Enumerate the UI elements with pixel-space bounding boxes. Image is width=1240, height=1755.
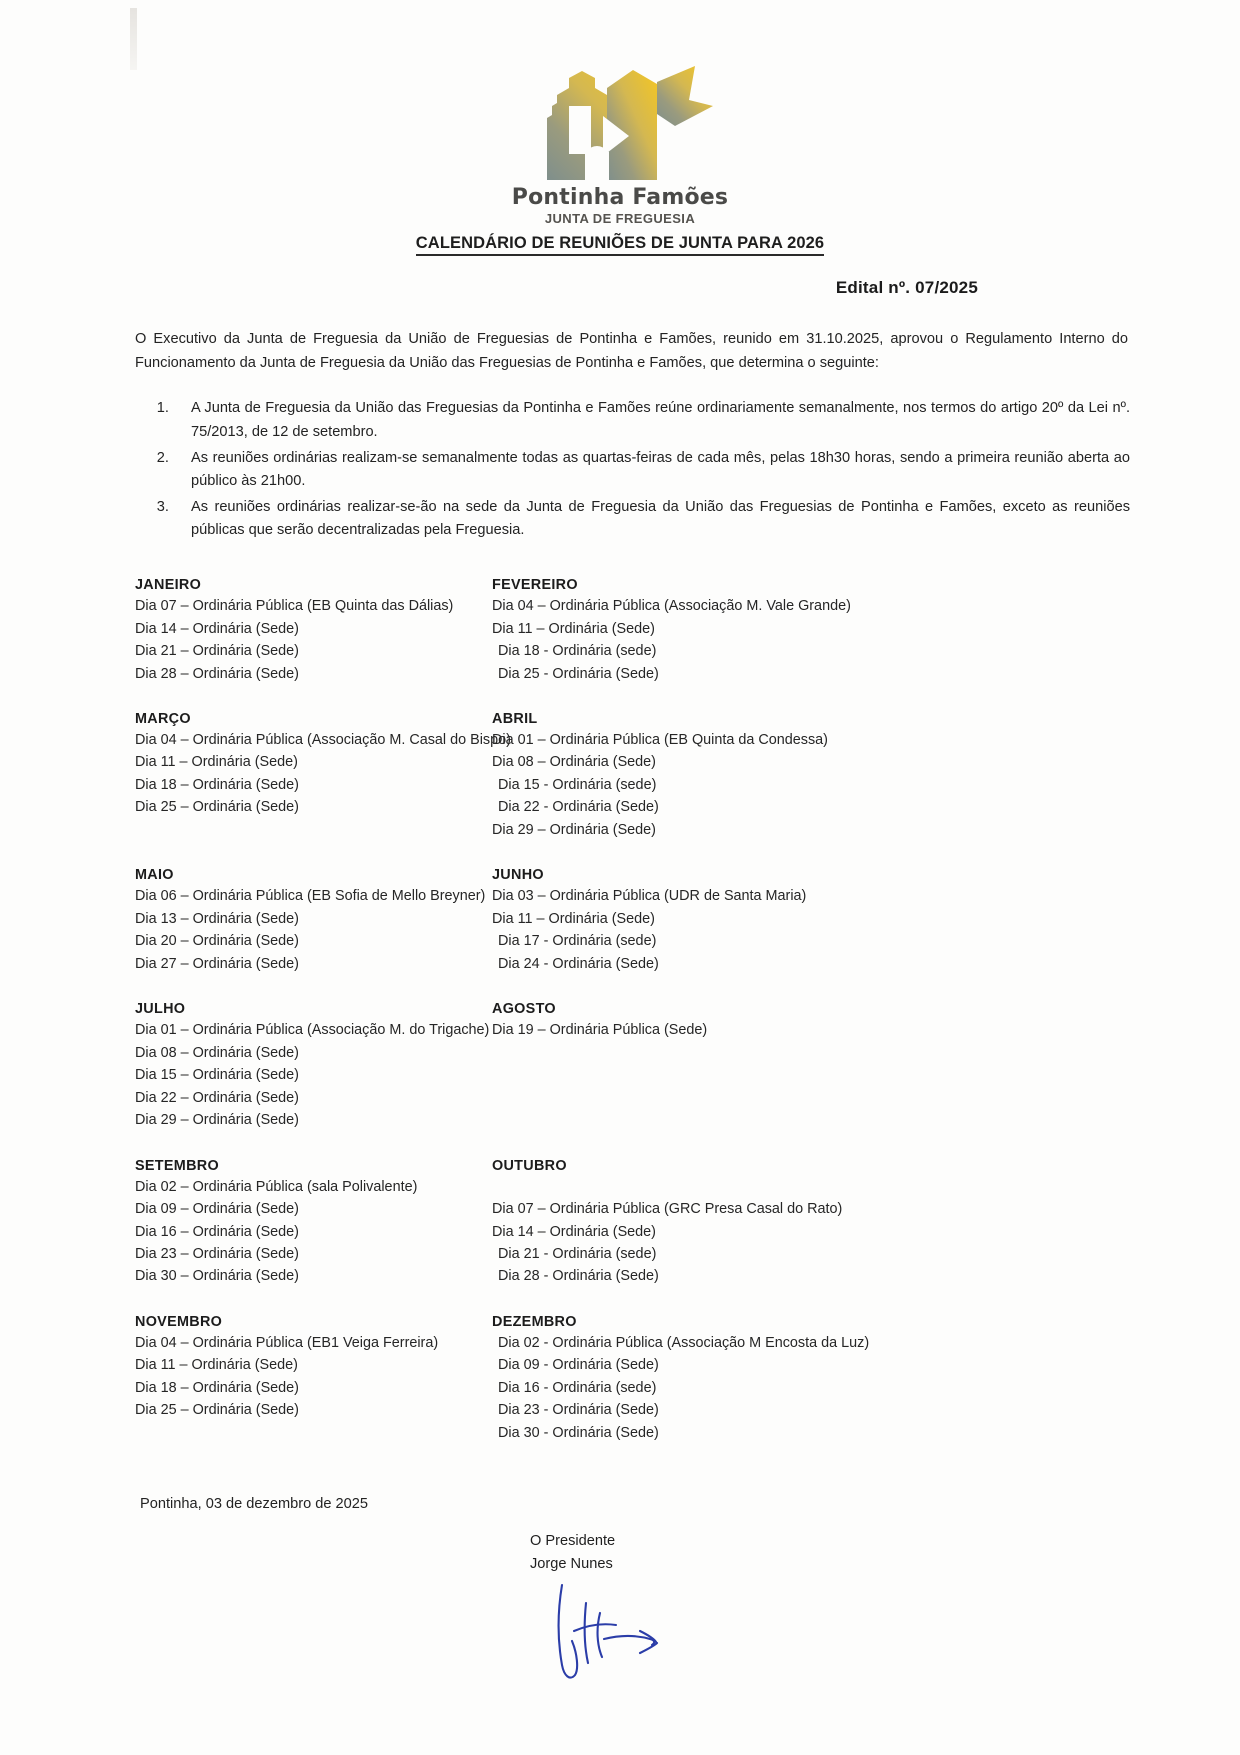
meeting-entry: Dia 01 – Ordinária Pública (EB Quinta da Condessa)	[492, 732, 828, 748]
meeting-entry: Dia 30 - Ordinária (Sede)	[498, 1424, 659, 1441]
intro-paragraph: O Executivo da Junta de Freguesia da União de Freguesias de Pontinha e Famões, reunido em 31.10.2025, aprovou o Regulamento Interno do Funcionamento da Junta de Freguesia da União das Freguesias de Pontinha e Famões, que determina o seguinte:	[135, 331, 1128, 371]
month-name: AGOSTO	[492, 1001, 556, 1018]
month-block	[0, 711, 511, 841]
month-block	[0, 1314, 492, 1444]
meeting-entry: Dia 16 – Ordinária (Sede)	[135, 1223, 299, 1240]
meeting-entry: Dia 16 - Ordinária (sede)	[498, 1379, 657, 1396]
place-date: Pontinha, 03 de dezembro de 2025	[140, 1496, 368, 1513]
clause-item: 3. As reuniões ordinárias realizar-se-ão na sede da Junta de Freguesia da União das Freguesias de Pontinha e Famões, exceto as reuniões públicas que serão decentralizadas pela Freguesia.	[173, 496, 1130, 543]
meeting-entry: Dia 15 - Ordinária (sede)	[498, 776, 657, 793]
meeting-entry: Dia 29 – Ordinária (Sede)	[492, 821, 656, 838]
month-name: MAIO	[135, 867, 174, 884]
month-row-spacer	[0, 841, 1240, 867]
meeting-entry: Dia 23 - Ordinária (Sede)	[498, 1402, 659, 1419]
month-name: JANEIRO	[135, 577, 202, 594]
meeting-entry: Dia 06 – Ordinária Pública (EB Sofia de Mello Breyner)	[135, 888, 486, 905]
meeting-entry: Dia 19 – Ordinária Pública (Sede)	[492, 1022, 708, 1039]
meeting-entry: Dia 20 – Ordinária (Sede)	[135, 933, 299, 950]
meeting-entry: Dia 02 – Ordinária Pública (sala Polivalente)	[135, 1178, 418, 1195]
meeting-entry: Dia 29 – Ordinária (Sede)	[135, 1112, 299, 1129]
meeting-entry: Dia 18 – Ordinária (Sede)	[135, 1379, 299, 1396]
meeting-entry: Dia 02 - Ordinária Pública (Associação M Encosta da Luz)	[498, 1334, 870, 1351]
meeting-entry: Dia 28 – Ordinária (Sede)	[135, 665, 299, 682]
scan-artifact	[130, 8, 137, 70]
meeting-entry: Dia 11 – Ordinária (Sede)	[135, 754, 298, 771]
meeting-entry: Dia 17 - Ordinária (sede)	[498, 933, 657, 950]
month-name: ABRIL	[492, 711, 538, 727]
calendar-months	[0, 577, 1240, 1470]
meeting-entry: Dia 04 – Ordinária Pública (Associação M. Casal do Bispo)	[135, 732, 511, 748]
month-row-spacer	[0, 685, 1240, 711]
meeting-entry: Dia 15 – Ordinária (Sede)	[135, 1067, 299, 1084]
month-name: NOVEMBRO	[135, 1313, 223, 1330]
month-row	[0, 711, 1240, 841]
month-name: JUNHO	[492, 867, 544, 884]
handwritten-signature-icon	[544, 1579, 674, 1689]
month-row	[0, 867, 1240, 975]
clauses-list	[135, 397, 1130, 543]
signer-role: O Presidente	[530, 1533, 616, 1550]
pontinha-famoes-logo-icon	[525, 62, 715, 182]
meeting-entry: Dia 04 – Ordinária Pública (EB1 Veiga Ferreira)	[135, 1334, 439, 1351]
month-block	[492, 1158, 1132, 1288]
brand-name: Pontinha Famões	[511, 185, 729, 210]
meeting-entry: Dia 28 - Ordinária (Sede)	[498, 1268, 659, 1285]
document-header	[0, 0, 1240, 256]
month-block	[0, 577, 492, 685]
meeting-entry: Dia 21 - Ordinária (sede)	[498, 1245, 657, 1262]
brand-subtitle: JUNTA DE FREGUESIA	[544, 211, 696, 226]
logo-wrap	[0, 62, 1240, 182]
month-name: MARÇO	[135, 711, 191, 727]
meeting-entry: Dia 22 - Ordinária (Sede)	[498, 799, 659, 816]
month-block	[492, 711, 1132, 841]
meeting-entry: Dia 27 – Ordinária (Sede)	[135, 955, 299, 972]
meeting-entry: Dia 30 – Ordinária (Sede)	[135, 1268, 299, 1285]
meeting-entry: Dia 23 – Ordinária (Sede)	[135, 1245, 299, 1262]
meeting-entry: Dia 08 – Ordinária (Sede)	[492, 754, 656, 771]
month-name: FEVEREIRO	[492, 577, 578, 594]
month-block	[492, 1314, 1132, 1444]
meeting-entry: Dia 08 – Ordinária (Sede)	[135, 1044, 299, 1061]
meeting-entry: Dia 13 – Ordinária (Sede)	[135, 910, 299, 927]
meeting-entry: Dia 11 – Ordinária (Sede)	[492, 910, 655, 927]
meeting-entry: Dia 22 – Ordinária (Sede)	[135, 1089, 299, 1106]
meeting-entry: Dia 25 - Ordinária (Sede)	[498, 665, 659, 682]
meeting-entry: Dia 09 – Ordinária (Sede)	[135, 1201, 299, 1218]
meeting-entry: Dia 25 – Ordinária (Sede)	[135, 799, 299, 816]
meeting-entry: Dia 01 – Ordinária Pública (Associação M. do Trigache)	[135, 1022, 490, 1039]
signature-block	[530, 1530, 1240, 1694]
month-row	[0, 1001, 1240, 1131]
meeting-entry: Dia 25 – Ordinária (Sede)	[135, 1402, 299, 1419]
edital-number: Edital nº. 07/2025	[835, 278, 978, 297]
month-name: SETEMBRO	[135, 1157, 219, 1174]
meeting-entry: Dia 04 – Ordinária Pública (Associação M. Vale Grande)	[492, 598, 851, 615]
signer-name: Jorge Nunes	[530, 1555, 613, 1572]
meeting-entry: Dia 18 – Ordinária (Sede)	[135, 776, 299, 793]
meeting-entry: Dia 21 – Ordinária (Sede)	[135, 643, 299, 660]
meeting-entry: Dia 07 – Ordinária Pública (EB Quinta das Dálias)	[135, 598, 454, 615]
clause-item: 1. A Junta de Freguesia da União das Freguesias da Pontinha e Famões reúne ordinariamente semanalmente, nos termos do artigo 20º da Lei nº. 75/2013, de 12 de setembro.	[173, 397, 1130, 444]
meeting-entry: Dia 09 - Ordinária (Sede)	[498, 1357, 659, 1374]
month-name: JULHO	[135, 1001, 186, 1018]
meeting-entry: Dia 14 – Ordinária (Sede)	[492, 1223, 656, 1240]
month-row	[0, 1158, 1240, 1288]
meeting-entry: Dia 24 - Ordinária (Sede)	[498, 955, 659, 972]
meeting-entry: Dia 11 – Ordinária (Sede)	[492, 620, 655, 637]
month-block	[0, 1001, 492, 1131]
month-block	[492, 867, 1132, 975]
month-block	[492, 577, 1132, 685]
month-row-spacer	[0, 1132, 1240, 1158]
month-row	[0, 577, 1240, 685]
month-row-spacer	[0, 975, 1240, 1001]
month-block	[492, 1001, 1132, 1131]
month-name: OUTUBRO	[492, 1157, 567, 1174]
document-title: CALENDÁRIO DE REUNIÕES DE JUNTA PARA 2026	[416, 234, 824, 256]
month-row-spacer	[0, 1288, 1240, 1314]
month-row	[0, 1314, 1240, 1444]
month-name: DEZEMBRO	[492, 1313, 577, 1330]
month-row-spacer	[0, 1444, 1240, 1470]
meeting-entry: Dia 14 – Ordinária (Sede)	[135, 620, 299, 637]
meeting-entry: Dia 11 – Ordinária (Sede)	[135, 1357, 298, 1374]
meeting-entry: Dia 07 – Ordinária Pública (GRC Presa Casal do Rato)	[492, 1201, 843, 1218]
meeting-entry: Dia 18 - Ordinária (sede)	[498, 643, 657, 660]
month-block	[0, 1158, 492, 1288]
meeting-entry: Dia 03 – Ordinária Pública (UDR de Santa Maria)	[492, 888, 807, 905]
month-block	[0, 867, 492, 975]
clause-item: 2. As reuniões ordinárias realizam-se semanalmente todas as quartas-feiras de cada mês, pelas 18h30 horas, sendo a primeira reunião aberta ao público às 21h00.	[173, 447, 1130, 494]
meeting-entry	[492, 1176, 1132, 1198]
